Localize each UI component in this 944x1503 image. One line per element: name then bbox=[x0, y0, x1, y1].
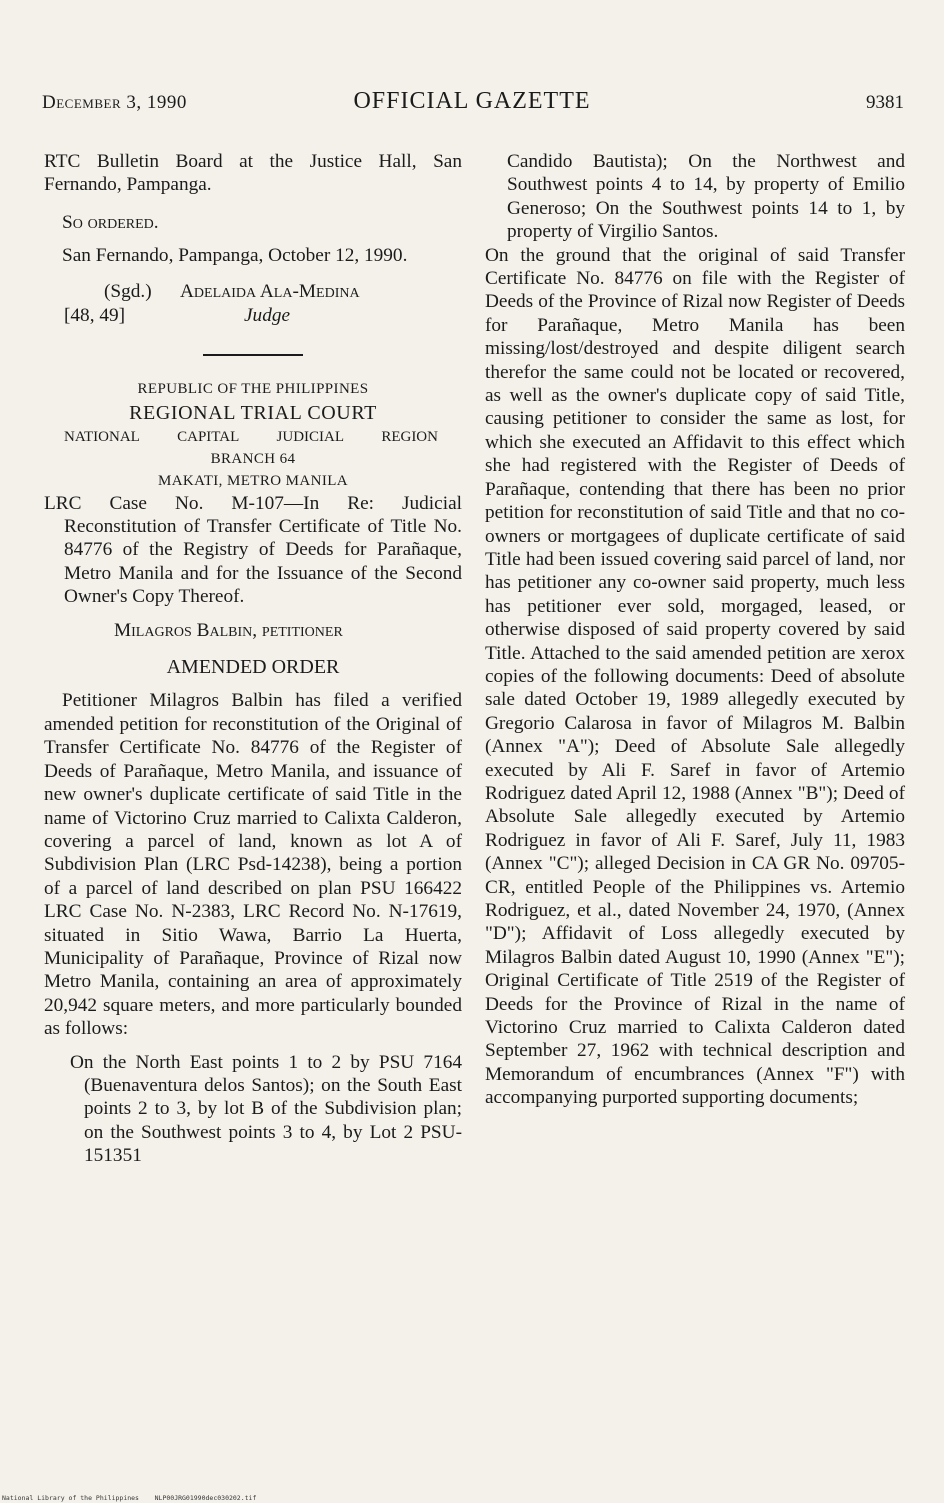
left-column bbox=[44, 150, 462, 1168]
region-word: JUDICIAL bbox=[276, 428, 345, 445]
footer-source: National Library of the Philippines bbox=[2, 1494, 139, 1502]
location-line: MAKATI, METRO MANILA bbox=[157, 472, 349, 489]
bulletin-intro: RTC Bulletin Board at the Justice Hall, San Fernando, Pampanga. bbox=[44, 151, 462, 196]
body-paragraph: Petitioner Milagros Balbin has filed a verified amended petition for reconstitution of the Original of Transfer Certificate No. 84776 of the Register of Deeds of Parañaque, Metro Manila, and issuance of new owner's duplicate certificate of said Title in the name of Victorino Cruz married to Calixta Calderon, covering a parcel of land, known as lot A of Subdivision Plan (LRC Psd-14238), being a portion of a parcel of land described on plan PSU 166422 LRC Case No. N-2383, LRC Record No. N-17619, situated in Sitio Wawa, Barrio La Huerta, Municipality of Parañaque, Province of Rizal now Metro Manila, containing an area of approximately 20,942 square meters, and more particularly bounded as follows: bbox=[44, 690, 462, 1040]
signature-sgd: (Sgd.) bbox=[104, 280, 152, 302]
petitioner-line: Milagros Balbin, petitioner bbox=[114, 619, 343, 641]
case-title: LRC Case No. M-107—In Re: Judicial Reconstitution of Transfer Certificate of Title No. 84776 of the Registry of Deeds for Parañaque, Metro Manila and for the Issuance of the Second Owner's Copy Thereof. bbox=[44, 492, 462, 608]
region-word: REGION bbox=[381, 428, 438, 445]
branch-line: BRANCH 64 bbox=[210, 450, 296, 467]
reference-numbers: [48, 49] bbox=[64, 304, 126, 326]
bounds-continued: Candido Bautista); On the Northwest and Southwest points 4 to 14, by property of Emilio Generoso; On the Southwest points 14 to 1, by property of Virgilio Santos. bbox=[507, 151, 905, 243]
order-heading: AMENDED ORDER bbox=[166, 656, 340, 679]
region-word: NATIONAL bbox=[64, 428, 140, 445]
region-word: CAPITAL bbox=[177, 428, 240, 445]
body-paragraph: On the ground that the original of said Transfer Certificate No. 84776 on file with the Register of Deeds of the Province of Rizal now Register of Deeds for Parañaque, Metro Manila has been missing/lost/destroyed and despite diligent search therefor the same could not be located or recovered, as well as the owner's duplicate copy of said Title, causing petitioner to consider the same as lost, for which she executed an Affidavit to this effect which she had registered with the Register of Deeds of Parañaque, contending that there has been no prior petition for reconstitution of said Title and that no co-owners or mortgagees of duplicate certificate of said Title had been issued covering said parcel of land, nor has petitioner any co-owner said property, much less has petitioner ever sold, morgaged, leased, or otherwise disposed of said property covered by said Title. Attached to the said amended petition are xerox copies of the following documents: Deed of absolute sale dated October 19, 1989 allegedly executed by Gregorio Calarosa in favor of Milagros M. Balbin (Annex "A"); Deed of Absolute Sale allegedly executed by Ali F. Saref in favor of Artemio Rodriguez dated April 12, 1988 (Annex "B"); Deed of Absolute Sale allegedly executed by Artemio Rodriguez in favor of Ali F. Saref, July 11, 1983 (Annex "C"); alleged Decision in CA GR No. 09705-CR, entitled People of the Philippines vs. Artemio Rodriguez, et al., dated November 24, 1970, (Annex "D"); Affidavit of Loss allegedly executed by Milagros Balbin dated August 10, 1990 (Annex "E"); Original Certificate of Title 2519 of the Register of Deeds for the Province of Rizal in the name of Victorino Cruz married to Calixta Calderon dated September 27, 1962 with technical description and Memorandum of encumbrances (Annex "F") with accompanying purported supporting documents; bbox=[485, 244, 905, 1109]
header-date: December 3, 1990 bbox=[42, 92, 187, 113]
section-divider bbox=[203, 354, 303, 356]
region-line bbox=[44, 426, 462, 448]
place-date: San Fernando, Pampanga, October 12, 1990. bbox=[62, 245, 408, 267]
so-ordered: So ordered. bbox=[62, 211, 159, 233]
bounds-description: On the North East points 1 to 2 by PSU 7164 (Buenaventura delos Santos); on the South East points 2 to 3, by lot B of the Subdivision plan; on the Southwest points 3 to 4, by Lot 2 PSU-151351 bbox=[70, 1051, 462, 1167]
right-column bbox=[485, 150, 905, 1110]
header-title: OFFICIAL GAZETTE bbox=[353, 88, 591, 114]
signature-block bbox=[44, 280, 462, 328]
court-name: REGIONAL TRIAL COURT bbox=[129, 401, 377, 424]
footer-file: NLP00JRG01990dec030202.tif bbox=[154, 1494, 257, 1502]
header-page-number: 9381 bbox=[866, 92, 904, 113]
court-heading bbox=[44, 378, 462, 492]
judge-title: Judge bbox=[244, 304, 291, 326]
scan-footer bbox=[2, 1494, 256, 1502]
page-header bbox=[40, 88, 904, 118]
judge-name: Adelaida Ala-Medina bbox=[180, 280, 360, 302]
republic-line: REPUBLIC OF THE PHILIPPINES bbox=[137, 380, 369, 397]
